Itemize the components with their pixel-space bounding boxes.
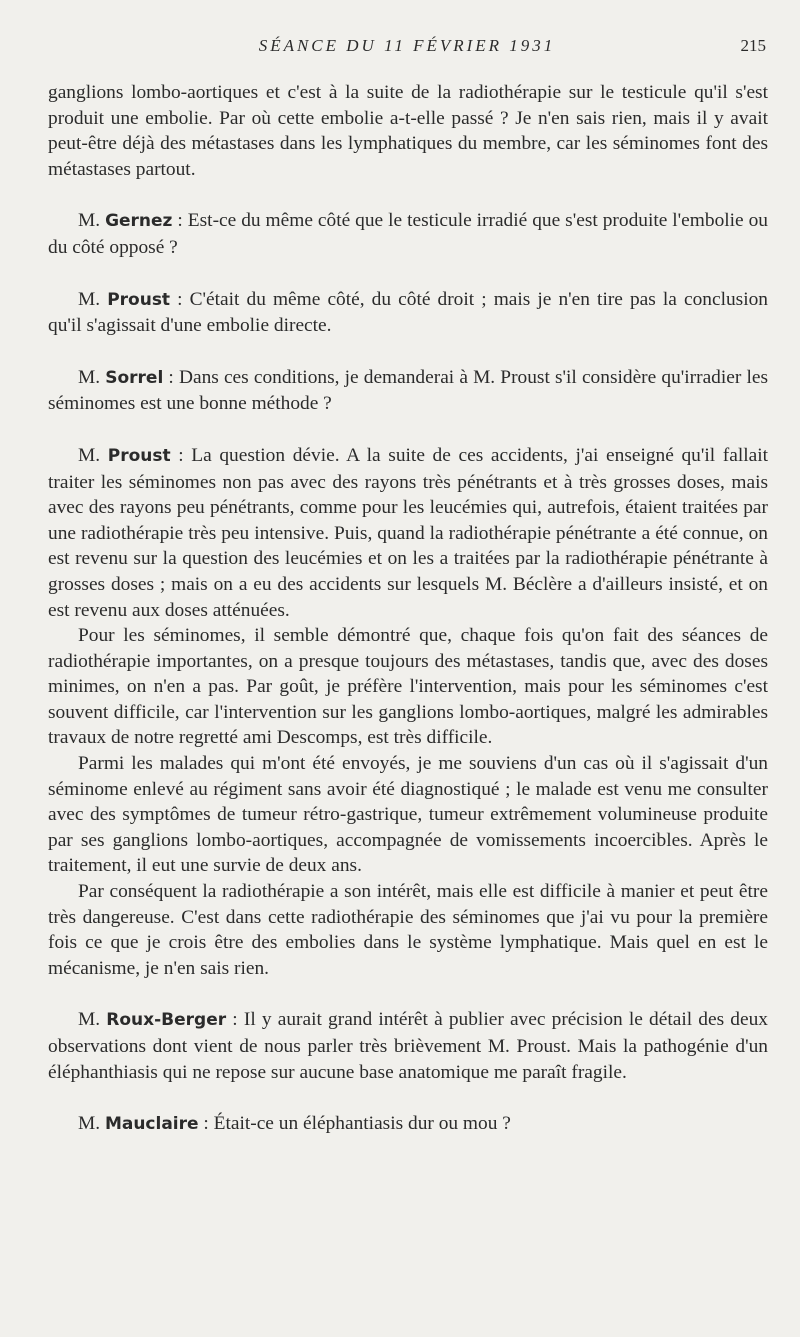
paragraph-seminomes [48,623,768,751]
speaker-name: Gernez [105,211,173,232]
speaker-prefix: M. [78,1009,107,1031]
speaker-name: Proust [107,445,171,466]
paragraph-roux-berger [48,1007,768,1085]
paragraph-text: : Est-ce du même côté que le testicule irradié que s'est produite l'embolie ou du côté opposé ? [48,210,768,258]
speaker-prefix: M. [78,444,108,466]
running-title: SÉANCE DU 11 FÉVRIER 1931 [258,36,556,55]
speaker-name: Mauclaire [104,1114,199,1135]
speaker-prefix: M. [78,288,108,310]
speaker-prefix: M. [78,366,106,388]
speaker-name: Proust [107,289,171,310]
body-text [48,80,768,1138]
paragraph-gernez [48,208,768,260]
speaker-name: Sorrel [105,367,164,388]
speaker-prefix: M. [78,1113,105,1135]
paragraph-text: Par conséquent la radiothérapie a son intérêt, mais elle est difficile à manier et peut être très dangereuse. C'est dans cette radiothérapie des séminomes que j'ai vu pour la première fois ce que je crois être des embolies dans le système lymphatique. Mais quel en est le mécanisme, je n'en sais rien. [48,881,768,979]
paragraph-mauclaire [48,1111,768,1138]
paragraph-continuation [48,80,768,182]
paragraph-text: ganglions lombo-aortiques et c'est à la suite de la radiothérapie sur le testicule qu'il s'est produit une embolie. Par où cette embolie a-t-elle passé ? Je n'en sais rien, mais il y avait peut-être déjà des métastases dans les lymphatiques du membre, car les séminomes font des métastases partout. [48,82,768,180]
paragraph-text: : Il y aurait grand intérêt à publier avec précision le détail des deux observations dont vient de nous parler très brièvement M. Proust. Mais la pathogénie d'un éléphanthiasis qui ne repose sur aucune base anatomique me paraît fragile. [48,1009,768,1083]
paragraph-proust-1 [48,287,768,339]
paragraph-text: : La question dévie. A la suite de ces accidents, j'ai enseigné qu'il fallait traiter les séminomes non pas avec des rayons très pénétrants et à très grosses doses, mais avec des rayons peu pénétrants, comme pour les leucémies qui, autrefois, étaient traitées par une radiothérapie très peu intensive. Puis, quand la radiothérapie pénétrante a été connue, on est revenu sur la question des leucémies et on les a traitées par la radiothérapie pénétrante à grosses doses ; mais on a eu des accidents sur lesquels M. Béclère a d'ailleurs insisté, et on est revenu aux doses atténuées. [48,444,769,621]
paragraph-consequent [48,879,768,981]
paragraph-malades [48,751,768,879]
paragraph-text: : C'était du même côté, du côté droit ; mais je n'en tire pas la conclusion qu'il s'agissait d'une embolie directe. [48,288,768,337]
paragraph-text: Pour les séminomes, il semble démontré que, chaque fois qu'on fait des séances de radiothérapie importantes, on a presque toujours des métastases, tandis que, avec des doses minimes, on n'en a pas. Par goût, je préfère l'intervention, mais pour les séminomes c'est souvent difficile, car l'intervention sur les ganglions lombo-aortiques, malgré les admirables travaux de notre regretté ami Descomps, est très difficile. [48,625,768,749]
running-head [48,36,766,60]
speaker-name: Roux-Berger [106,1010,227,1031]
paragraph-text: : Dans ces conditions, je demanderai à M. Proust s'il considère qu'irradier les séminomes est une bonne méthode ? [48,366,768,415]
paragraph-text: Parmi les malades qui m'ont été envoyés, je me souviens d'un cas où il s'agissait d'un séminome enlevé au régiment sans avoir été diagnostiqué ; le malade est venu me consulter avec des symptômes de tumeur rétro-gastrique, tumeur extrêmement volumineuse produite par ses ganglions lombo-aortiques, accompagnée de vomissements incoercibles. Après le traitement, il eut une survie de deux ans. [48,753,768,877]
page-number: 215 [740,36,766,55]
paragraph-sorrel [48,365,768,417]
speaker-prefix: M. [78,210,106,232]
paragraph-proust-2 [48,443,768,623]
paragraph-text: : Était-ce un éléphantiasis dur ou mou ? [198,1113,511,1135]
